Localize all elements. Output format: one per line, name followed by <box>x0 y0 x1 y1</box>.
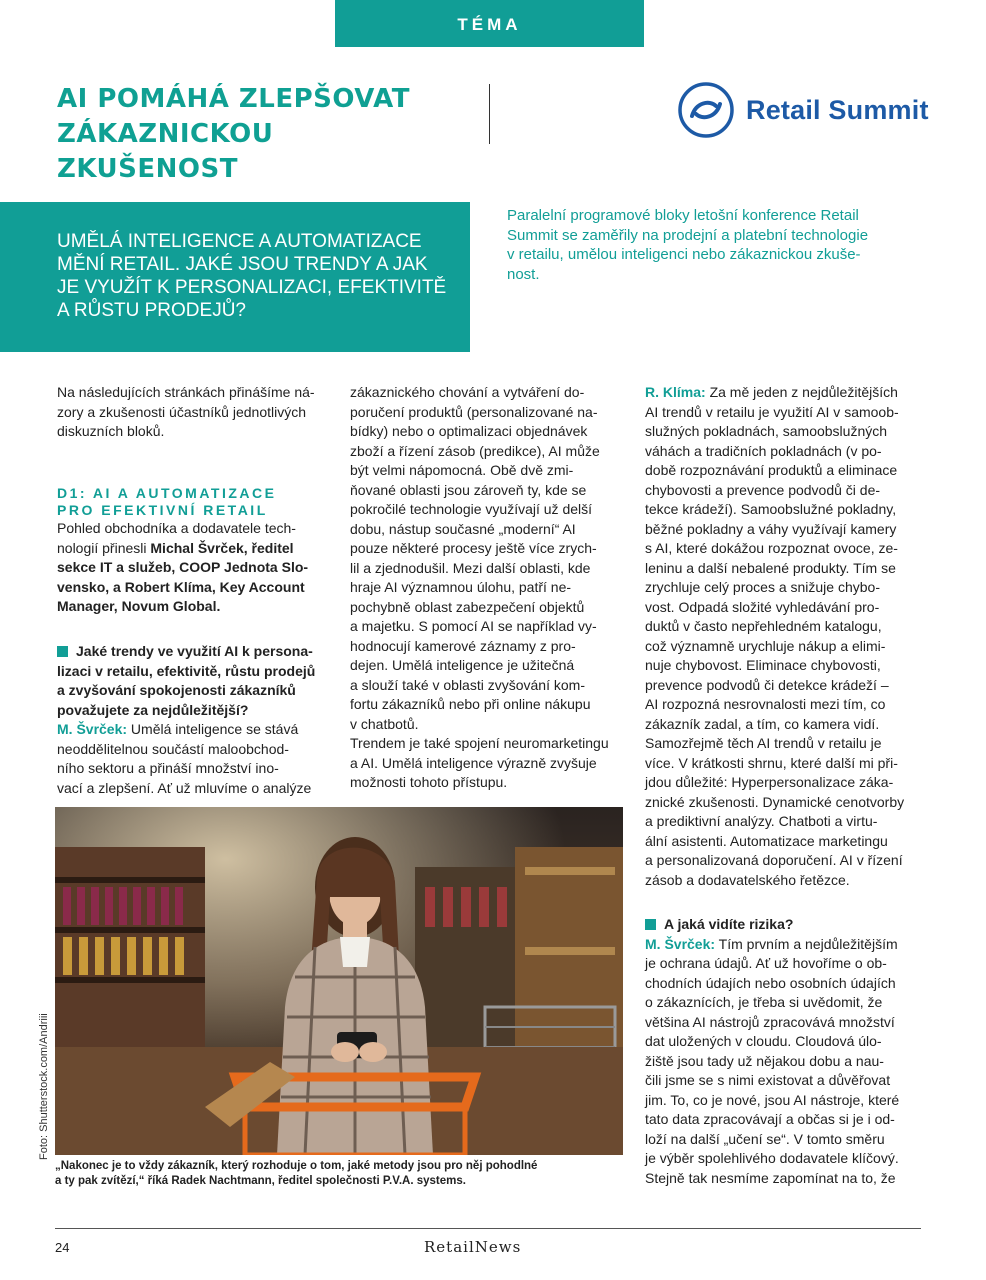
text-line: prevence podvodů či detekce krádeží – <box>645 676 889 693</box>
text-line: většina AI nástrojů zpracovává množství <box>645 1013 895 1030</box>
lead-text <box>57 230 457 322</box>
text-line: a prediktivní analýzy. Chatboti a virtu- <box>645 813 878 829</box>
text-line <box>57 539 327 559</box>
photo-caption <box>55 1159 635 1189</box>
text-line: s AI, které dokážou rozpoznat ovoce, ze- <box>645 540 898 556</box>
text-line: a AI. Umělá inteligence výrazně zvyšuje <box>350 754 597 771</box>
text-line: a majetku. S pomocí AI se například vy- <box>350 618 597 634</box>
magazine-brand: RetailNews <box>424 1238 522 1256</box>
section-heading-line: PRO EFEKTIVNÍ RETAIL <box>57 502 268 518</box>
text-line: tato data zpracovávají a občas si je i od- <box>645 1111 895 1127</box>
text-line: zásob a dodavatelského řetězce. <box>645 871 850 888</box>
lead-line: UMĚLÁ INTELIGENCE A AUTOMATIZACE <box>57 231 422 252</box>
logo-text: Retail Summit <box>746 94 929 125</box>
text-line: neoddělitelnou součástí maloobchod- <box>57 740 289 757</box>
speaker-label: M. Švrček: <box>645 935 716 952</box>
text-line: pokročilé technologie využívají už delší <box>350 501 593 517</box>
text-line: AI rozpozná nesrovnalosti mezi tím, co <box>645 696 886 712</box>
title-line: AI POMÁHÁ ZLEPŠOVAT <box>57 84 410 114</box>
text-line <box>645 383 930 403</box>
intro-line: v retailu, umělou inteligenci nebo zákaznickou zkuše- <box>507 246 861 263</box>
text-line: zrychluje celý proces a snižuje chybo- <box>645 579 880 595</box>
text-line: poručení produktů (personalizované na- <box>350 403 598 420</box>
text-line: Samozřejmě těch AI trendů v retailu je <box>645 735 882 751</box>
caption-line: a ty pak zvítězí,“ říká Radek Nachtmann, ředitel společnosti P.V.A. systems. <box>55 1175 466 1187</box>
intro-line: Summit se zaměřily na prodejní a platební technologie <box>507 226 869 244</box>
section-heading-line: D1: AI A AUTOMATIZACE <box>57 485 277 501</box>
title-line: ZKUŠENOST <box>57 154 238 184</box>
text-line: vací a zlepšení. Ať už mluvíme o analýze <box>57 779 312 796</box>
supermarket-photo-illustration <box>55 807 623 1155</box>
text-line: váhách a tradičních pokladnách (v po- <box>645 442 882 459</box>
question-text: Jaké trendy ve využití AI k persona- <box>76 643 313 659</box>
text-line: zboží a řízení zásob (predikce), AI může <box>350 442 600 459</box>
section-tag: TÉMA <box>335 0 644 47</box>
text-line: a slouží také v oblasti zvyšování kom- <box>350 676 585 693</box>
text-line: Na následujících stránkách přinášíme ná- <box>57 384 315 400</box>
lead-line: JE VYUŽÍT K PERSONALIZACI, EFEKTIVITĚ <box>57 277 447 298</box>
footer-divider <box>55 1228 921 1229</box>
text-line: o zákaznících, je třeba si uvědomit, že <box>645 994 883 1010</box>
question-text: A jaká vidíte rizika? <box>664 916 794 932</box>
text-line: jdou důležité: Hyperpersonalizace záka- <box>645 774 894 790</box>
text-line: lil a zjednodušil. Mezi další oblasti, kde <box>350 559 591 576</box>
text-line: čili jsme se s nimi existovat a důvěřovat <box>645 1072 891 1088</box>
page-number: 24 <box>55 1240 70 1255</box>
column-2 <box>350 383 630 793</box>
text-line: více. V krátkosti shrnu, které další mi při- <box>645 754 898 771</box>
column-3 <box>645 383 930 890</box>
text-line: chybovosti a prevence podvodů či de- <box>645 481 881 498</box>
question-line <box>57 642 337 662</box>
text-line: v chatbotů. <box>350 715 419 732</box>
square-bullet-icon <box>57 646 68 657</box>
text-line: duktů v často nepřehledném katalogu, <box>645 618 882 634</box>
text-line: AI trendů v retailu je využití AI v samoob- <box>645 403 899 420</box>
retail-summit-logo <box>676 80 936 140</box>
column-3-second <box>645 915 930 1188</box>
text-line: leninu a další nebalené produkty. Tím se <box>645 559 896 576</box>
text-line: chodních údajích nebo osobních údajích <box>645 974 896 991</box>
text-line: hraje AI významnou úlohu, patří ne- <box>350 579 572 595</box>
text-line <box>57 720 337 740</box>
text-line: vensko, a Robert Klíma, Key Account <box>57 578 305 595</box>
text-run: nologií přinesli <box>57 539 151 556</box>
text-line: možnosti tohoto přístupu. <box>350 774 508 790</box>
text-line: žiště jsou tady už nějakou dobu a nau- <box>645 1052 884 1069</box>
text-line: zákazník zadal, a tím, co kamera vidí. <box>645 715 880 732</box>
text-line: diskuzních bloků. <box>57 423 165 439</box>
text-line: dat uložených v cloudu. Cloudová úlo- <box>645 1033 882 1049</box>
column-3-answer-2 <box>645 954 930 1188</box>
question-line: a zvyšování spokojenosti zákazníků <box>57 682 296 698</box>
text-line: bídky) nebo o optimalizaci objednávek <box>350 423 588 439</box>
lead-line: MĚNÍ RETAIL. JAKÉ JSOU TRENDY A JAK <box>57 254 428 275</box>
text-line: pouze některé procesy ještě více zrych- <box>350 540 597 556</box>
text-run: Tím prvním a nejdůležitějším <box>715 935 898 952</box>
text-line: zory a zkušenosti účastníků jednotlivých <box>57 403 307 420</box>
title-divider <box>489 84 490 144</box>
text-line: být velmi nápomocná. Obě dvě zmi- <box>350 462 574 478</box>
text-line: Manager, Novum Global. <box>57 598 221 614</box>
intro-paragraph <box>507 206 917 284</box>
text-line: fortu zákazníků nebo při online nákupu <box>350 696 591 712</box>
text-line: Pohled obchodníka a dodavatele tech- <box>57 520 296 536</box>
speaker-label: M. Švrček: <box>57 721 128 737</box>
text-line: dobu, nástup současné „moderní“ AI <box>350 520 576 537</box>
text-line: Trendem je také spojení neuromarketingu <box>350 735 609 751</box>
column-1-section <box>57 485 327 617</box>
text-line: jim. To, co je nové, jsou AI nástroje, které <box>645 1091 900 1108</box>
question-line <box>645 915 930 935</box>
text-line: zákaznického chování a vytváření do- <box>350 384 585 400</box>
text-line: služných pokladnách, samoobslužných <box>645 423 888 439</box>
text-line: ální asistenti. Automatizace marketingu <box>645 832 888 849</box>
text-line: ňované oblasti jsou zároveň ty, kde se <box>350 481 587 498</box>
column-1-top <box>57 383 327 442</box>
text-line: ního sektoru a přináší množství ino- <box>57 760 279 776</box>
photo-credit: Foto: Shutterstock.com/Andriii <box>38 1013 50 1160</box>
text-line: je ochrana údajů. Ať už hovoříme o ob- <box>645 955 887 971</box>
retail-summit-logo-icon <box>676 80 736 140</box>
text-line: což významně urychluje nákup a elimi- <box>645 637 886 654</box>
text-line: běžné pokladny a váhy využívají kamery <box>645 520 897 537</box>
article-title <box>57 82 477 187</box>
text-line: tekce krádeží). Samoobslužné pokladny, <box>645 501 897 517</box>
question-line: lizaci v retailu, efektivitě, růstu prodejů <box>57 662 316 679</box>
square-bullet-icon <box>645 919 656 930</box>
intro-line: Paralelní programové bloky letošní konference Retail <box>507 207 859 224</box>
lead-line: A RŮSTU PRODEJŮ? <box>57 300 246 321</box>
caption-line: „Nakonec je to vždy zákazník, který rozhoduje o tom, jaké metody jsou pro něj pohodlné <box>55 1160 538 1172</box>
speaker-names: Michal Švrček, ředitel <box>150 539 294 556</box>
text-line: a personalizovaná doporučení. AI v řízení <box>645 852 903 868</box>
text-line: dejen. Umělá inteligence je užitečná <box>350 657 575 673</box>
speaker-label: R. Klíma: <box>645 384 706 400</box>
text-run: Umělá inteligence se stává <box>127 721 299 737</box>
text-line: Stejně tak nesmíme zapomínat na to, že <box>645 1169 896 1186</box>
text-line: vost. Odpadá složité vyhledávání pro- <box>645 598 880 615</box>
section-heading <box>57 485 327 519</box>
text-line: loží na další „učení se“. V tomto směru <box>645 1130 885 1147</box>
text-line: hodnocují kamerové záznamy z pro- <box>350 637 576 654</box>
intro-line: nost. <box>507 265 540 283</box>
question-line: považujete za nejdůležitější? <box>57 701 249 718</box>
title-line: ZÁKAZNICKOU <box>57 119 274 149</box>
text-line: je výběr spolehlivého dodavatele klíčový. <box>645 1150 899 1166</box>
column-3-answer-1 <box>645 403 930 891</box>
text-line: znické zkušenosti. Dynamické cenotvorby <box>645 793 905 810</box>
text-line: sekce IT a služeb, COOP Jednota Slo- <box>57 559 309 575</box>
text-line: době rozpoznávání produktů a eliminace <box>645 462 898 478</box>
text-line <box>645 935 930 955</box>
column-1-qa <box>57 642 337 798</box>
text-run: Za mě jeden z nejdůležitějších <box>705 384 898 400</box>
text-line: nuje chybovost. Eliminace chybovosti, <box>645 657 881 673</box>
article-photo <box>55 807 623 1155</box>
text-line: pochybně oblast zabezpečení objektů <box>350 598 585 615</box>
